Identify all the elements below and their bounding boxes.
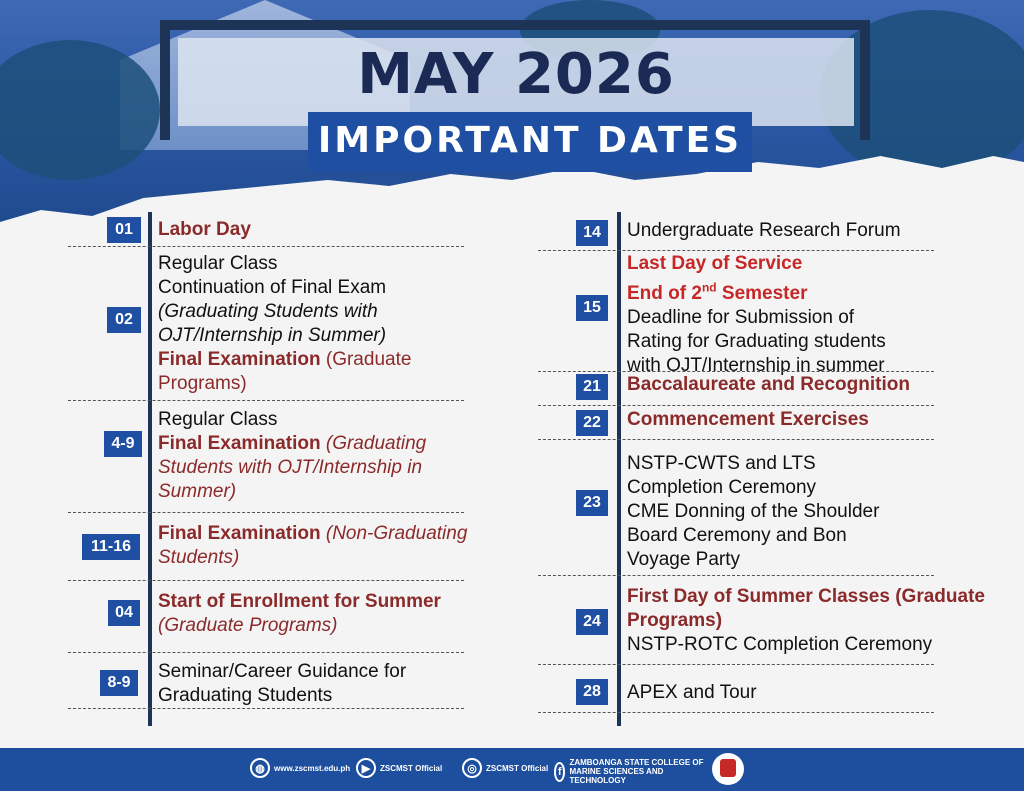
event-entry: [627, 585, 985, 657]
date-badge: 23: [576, 490, 608, 516]
instagram-icon: ◎: [462, 758, 482, 778]
event-text: (Graduating Students with: [158, 301, 378, 322]
footer-item[interactable]: [462, 758, 548, 778]
dashed-separator: [538, 405, 934, 406]
event-entry: [158, 408, 426, 504]
event-text: Start of Enrollment for Summer: [158, 591, 441, 612]
event-entry: [158, 218, 251, 242]
event-text: Voyage Party: [627, 549, 741, 570]
youtube-icon: ▶: [356, 758, 376, 778]
dashed-separator: [68, 708, 464, 709]
event-line: [158, 408, 426, 432]
event-text: Rating for Graduating students: [627, 331, 886, 353]
event-line: [627, 681, 757, 705]
event-text: Continuation of Final Exam: [158, 277, 387, 298]
event-line: [627, 252, 886, 276]
event-text: Baccalaureate and Recognition: [627, 374, 910, 395]
event-line: [627, 585, 985, 609]
event-entry: [158, 590, 441, 638]
event-text: (Graduate Programs): [158, 615, 338, 636]
event-text: OJT/Internship in Summer): [158, 325, 387, 346]
event-line: [627, 330, 886, 354]
event-text: Final Examination: [158, 433, 321, 454]
event-text: Programs): [158, 373, 247, 394]
event-text: Board Ceremony and Bon: [627, 525, 847, 546]
event-line: [627, 609, 985, 633]
date-badge: 28: [576, 679, 608, 705]
date-badge: 24: [576, 609, 608, 635]
event-entry: [158, 522, 467, 570]
event-text: NSTP-CWTS and LTS: [627, 453, 816, 474]
footer-text: ZAMBOANGA STATE COLLEGE OF MARINE SCIENCES AND TECHNOLOGY: [569, 758, 704, 785]
event-text: Students with OJT/Internship in: [158, 457, 423, 478]
dashed-separator: [538, 371, 934, 372]
event-line: [627, 408, 869, 432]
event-line: [158, 432, 426, 456]
event-text: Last Day of Service: [627, 253, 803, 274]
footer-text: ZSCMST Official: [486, 763, 549, 773]
event-text: Completion Ceremony: [627, 477, 817, 498]
footer-item[interactable]: [250, 758, 350, 778]
page-title: MAY 2026: [357, 42, 675, 107]
footer-item[interactable]: [356, 758, 442, 778]
dashed-separator: [68, 246, 464, 247]
date-badge: 02: [107, 307, 141, 333]
event-line: [158, 480, 426, 504]
event-text: Graduating Students: [158, 685, 333, 706]
event-line: [627, 219, 901, 243]
dashed-separator: [538, 664, 934, 665]
page-subtitle: IMPORTANT DATES: [317, 120, 743, 161]
event-text-suffix: (Non-Graduating: [320, 523, 468, 544]
dashed-separator: [68, 652, 464, 653]
event-line: [158, 522, 467, 546]
ordinal-suffix: nd: [701, 281, 717, 295]
event-entry: [627, 681, 757, 705]
event-line: [627, 633, 985, 657]
footer-text: www.zscmst.edu.ph: [274, 763, 351, 773]
event-line: [627, 548, 879, 572]
event-line: [627, 276, 886, 306]
event-line: [158, 276, 411, 300]
event-entry: [158, 660, 406, 708]
date-badge: 8-9: [100, 670, 138, 696]
event-entry: [158, 252, 411, 396]
event-text: Seminar/Career Guidance for: [158, 661, 407, 682]
event-text: Students): [158, 547, 240, 568]
dashed-separator: [68, 580, 464, 581]
dashed-separator: [538, 575, 934, 576]
event-line: [158, 372, 411, 396]
event-text: APEX and Tour: [627, 682, 757, 703]
event-line: [627, 476, 879, 500]
event-text-suffix: (Graduating: [320, 433, 427, 454]
event-text: Programs): [627, 610, 723, 631]
event-line: [158, 252, 411, 276]
event-line: [158, 218, 251, 242]
event-line: [627, 452, 879, 476]
event-text: Final Examination: [158, 523, 321, 544]
event-entry: [627, 252, 886, 378]
dashed-separator: [68, 400, 464, 401]
event-text-suffix: (Graduate: [320, 349, 412, 370]
event-text: Final Examination: [158, 349, 321, 370]
date-badge: 14: [576, 220, 608, 246]
date-badge: 01: [107, 217, 141, 243]
right-column-divider: [617, 212, 621, 726]
event-text: Deadline for Submission of: [627, 307, 855, 329]
date-badge: 04: [108, 600, 140, 626]
event-line: [158, 456, 426, 480]
event-text: Undergraduate Research Forum: [627, 220, 901, 241]
event-text: with OJT/Internship in summer: [627, 355, 885, 377]
event-text: Commencement Exercises: [627, 409, 869, 430]
event-line: [158, 684, 406, 708]
event-entry: [627, 373, 910, 397]
event-text: End of 2nd Semester: [627, 281, 808, 305]
dashed-separator: [538, 439, 934, 440]
event-entry: [627, 408, 869, 432]
date-badge: 21: [576, 374, 608, 400]
dashed-separator: [68, 512, 464, 513]
globe-icon: ◍: [250, 758, 270, 778]
footer-text: ZSCMST Official: [380, 763, 443, 773]
event-line: [158, 324, 411, 348]
dashed-separator: [538, 250, 934, 251]
date-badge: 4-9: [104, 431, 142, 457]
date-badge: 11-16: [82, 534, 140, 560]
event-entry: [627, 219, 901, 243]
event-line: [627, 373, 910, 397]
college-logo: [712, 753, 744, 785]
event-line: [627, 306, 886, 330]
event-text: Labor Day: [158, 219, 251, 240]
left-column-divider: [148, 212, 152, 726]
facebook-icon: f: [554, 762, 565, 782]
event-line: [158, 300, 411, 324]
event-line: [158, 660, 406, 684]
event-line: [158, 614, 441, 638]
event-entry: [627, 452, 879, 572]
event-line: [158, 546, 467, 570]
date-badge: 15: [576, 295, 608, 321]
event-line: [627, 524, 879, 548]
event-text: CME Donning of the Shoulder: [627, 501, 880, 522]
event-text: Regular Class: [158, 409, 278, 430]
footer-item[interactable]: [554, 758, 704, 785]
event-line: [158, 590, 441, 614]
date-badge: 22: [576, 410, 608, 436]
event-text: Regular Class: [158, 253, 278, 274]
event-line: [627, 500, 879, 524]
event-text: NSTP-ROTC Completion Ceremony: [627, 634, 933, 655]
event-line: [158, 348, 411, 372]
event-text: First Day of Summer Classes (Graduate: [627, 586, 985, 607]
event-text: Summer): [158, 481, 237, 502]
dashed-separator: [538, 712, 934, 713]
